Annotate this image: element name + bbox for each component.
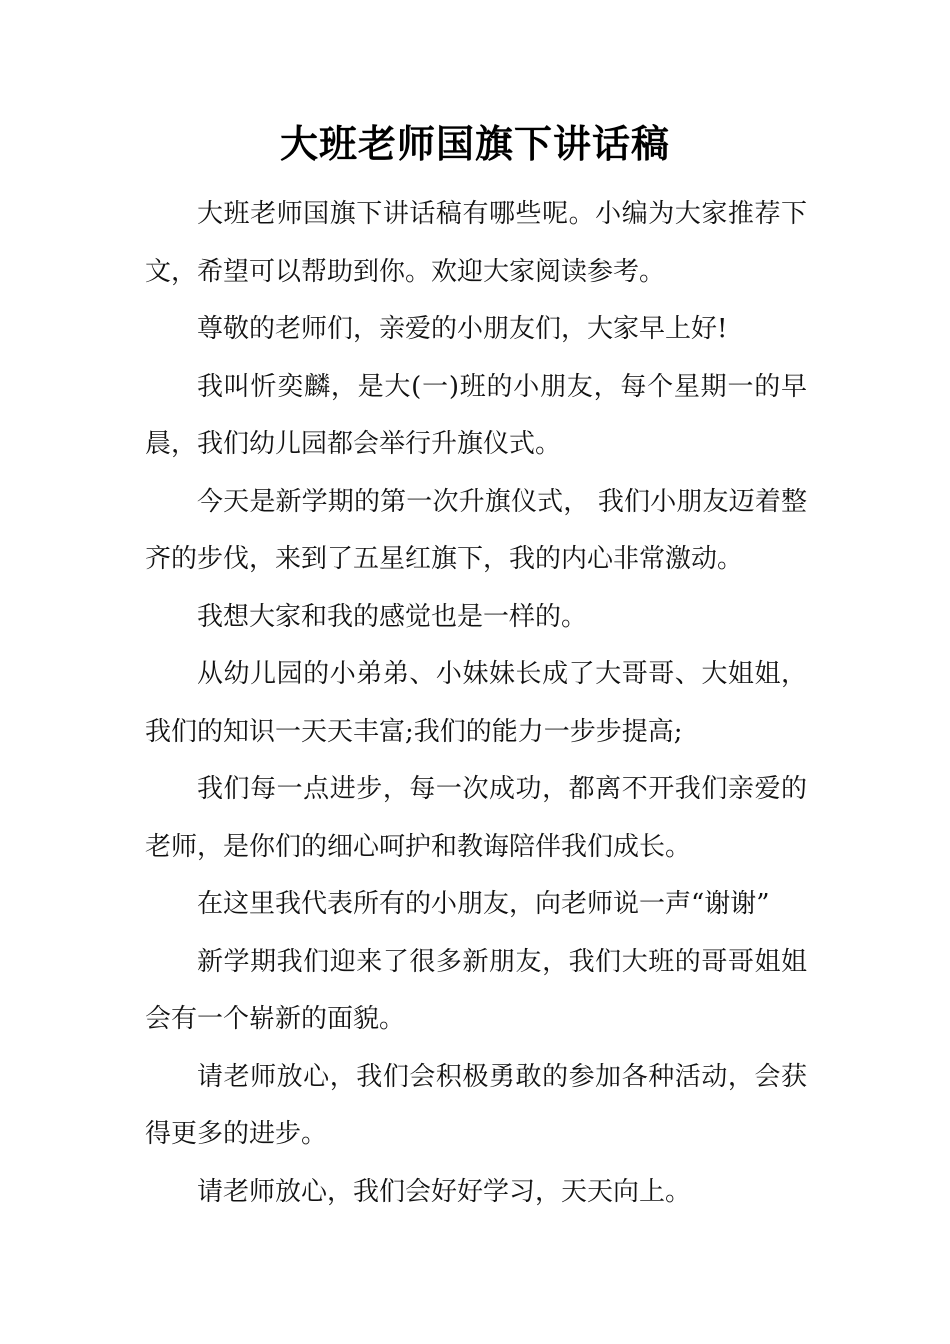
- document-body: [145, 186, 807, 1221]
- paragraph-thanks: 在这里我代表所有的小朋友，向老师说一声“谢谢”: [197, 889, 770, 919]
- paragraph-intro: 大班老师国旗下讲话稿有哪些呢。小编为大家推荐下文，希望可以帮助到你。欢迎大家阅读参考。: [145, 199, 807, 287]
- paragraph-growth: 从幼儿园的小弟弟、小妹妹长成了大哥哥、大姐姐，我们的知识一天天丰富;我们的能力一步步提高;: [145, 659, 807, 747]
- paragraph-promise-activities: 请老师放心，我们会积极勇敢的参加各种活动，会获得更多的进步。: [145, 1061, 807, 1149]
- paragraph-first-ceremony: 今天是新学期的第一次升旗仪式， 我们小朋友迈着整齐的步伐，来到了五星红旗下，我的内心非常激动。: [145, 486, 807, 574]
- paragraph-shared-feeling: 我想大家和我的感觉也是一样的。: [197, 601, 588, 632]
- document-title: 大班老师国旗下讲话稿: [279, 121, 670, 166]
- paragraph-greeting: 尊敬的老师们，亲爱的小朋友们，大家早上好!: [197, 314, 728, 344]
- paragraph-self-introduction: 我叫忻奕麟，是大(一)班的小朋友，每个星期一的早晨，我们幼儿园都会举行升旗仪式。: [145, 371, 807, 459]
- paragraph-teachers-care: 我们每一点进步，每一次成功，都离不开我们亲爱的老师，是你们的细心呵护和教诲陪伴我们成长。: [145, 774, 807, 862]
- paragraph-promise-study: 请老师放心，我们会好好学习，天天向上。: [197, 1176, 692, 1207]
- paragraph-new-friends: 新学期我们迎来了很多新朋友，我们大班的哥哥姐姐会有一个崭新的面貌。: [145, 946, 807, 1034]
